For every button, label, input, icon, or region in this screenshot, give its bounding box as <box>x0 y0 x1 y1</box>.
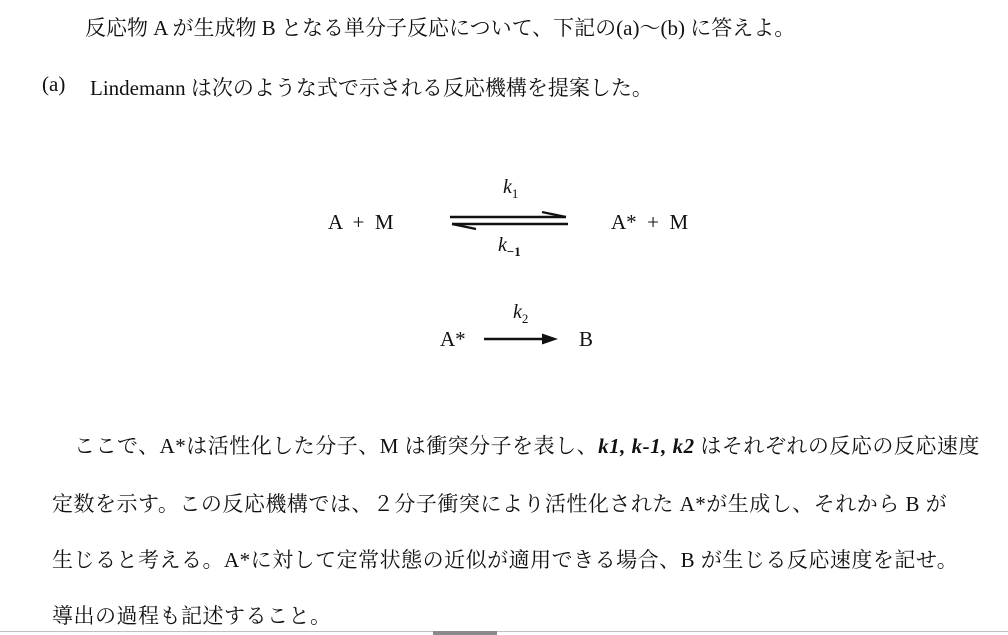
page-bottom-divider <box>0 631 1008 632</box>
paragraph-line-2: 定数を示す。この反応機構では、２分子衝突により活性化された A*が生成し、それから B が <box>52 492 948 516</box>
rate-constant-k2: $k_2$ <box>513 301 529 326</box>
paragraph-line-1-end: はそれぞれの反応の反応速度 <box>694 434 980 458</box>
reaction1-products: A* + M <box>611 210 689 234</box>
scroll-indicator[interactable] <box>433 631 497 635</box>
right-arrow-icon <box>482 332 562 346</box>
intro-text: 反応物 A が生成物 B となる単分子反応について、下記の(a)～(b) に答えよ。 <box>85 16 796 40</box>
part-a-label: (a) <box>42 72 66 96</box>
paragraph-line-3: 生じると考える。A*に対して定常状態の近似が適用できる場合、B が生じる反応速度を記せ。 <box>52 548 959 572</box>
reaction2-product: B <box>579 327 594 351</box>
rate-constant-list: k1, k-1, k2 <box>598 434 695 458</box>
paragraph-line-1 <box>74 430 980 460</box>
paragraph-line-4: 導出の過程も記述すること。 <box>52 604 332 628</box>
paragraph-line-1-start: ここで、A*は活性化した分子、M は衝突分子を表し、 <box>74 434 599 458</box>
equilibrium-arrows-icon <box>446 211 572 231</box>
reaction2-reactant: A* <box>440 327 466 351</box>
part-a-text: Lindemann は次のような式で示される反応機構を提案した。 <box>90 76 653 100</box>
rate-constant-k1: $k_1$ <box>503 176 519 201</box>
reaction1-reactants: A + M <box>328 210 394 234</box>
rate-constant-k-minus1: $k_{-1}$ <box>498 234 521 259</box>
